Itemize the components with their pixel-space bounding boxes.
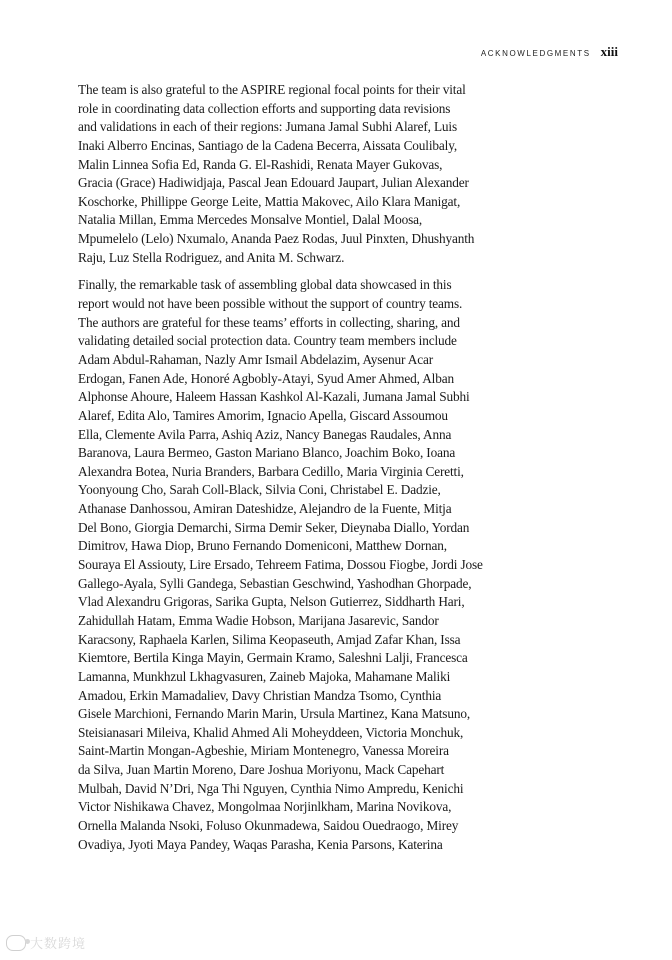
running-head [481,44,618,60]
text-line: Malin Linnea Sofia Ed, Randa G. El-Rashidi, Renata Mayer Gukovas, [78,156,443,172]
text-line: and validations in each of their regions: Jumana Jamal Subhi Alaref, Luis [78,119,457,135]
text-line: Amadou, Erkin Mamadaliev, Davy Christian Mandza Tsomo, Cynthia [78,687,442,703]
text-line: Alexandra Botea, Nuria Branders, Barbara Cedillo, Maria Virginia Ceretti, [78,463,464,479]
paragraph [78,276,490,854]
text-line: report would not have been possible without the support of country teams. [78,296,463,312]
text-line: Victor Nishikawa Chavez, Mongolmaa Norjinlkham, Marina Novikova, [78,799,452,815]
text-line: Yoonyoung Cho, Sarah Coll-Black, Silvia Coni, Christabel E. Dadzie, [78,482,441,498]
text-line: Dimitrov, Hawa Diop, Bruno Fernando Domeniconi, Matthew Dornan, [78,538,447,554]
text-line: The team is also grateful to the ASPIRE regional focal points for their vital [78,82,466,97]
text-line: Kiemtore, Bertila Kinga Mayin, Germain Kramo, Saleshni Lalji, Francesca [78,650,468,666]
text-line: Ornella Malanda Nsoki, Foluso Okunmadewa, Saidou Ouedraogo, Mirey [78,817,459,833]
text-line: Alaref, Edita Alo, Tamires Amorim, Ignacio Apella, Giscard Assoumou [78,407,448,423]
text-line: Finally, the remarkable task of assembling global data showcased in this [78,277,452,293]
text-line: da Silva, Juan Martin Moreno, Dare Joshua Moriyonu, Mack Capehart [78,762,445,778]
text-line: role in coordinating data collection efforts and supporting data revisions [78,100,451,116]
paragraph [78,81,490,267]
text-line: Erdogan, Fanen Ade, Honoré Agbobly-Atayi, Syud Amer Ahmed, Alban [78,370,454,386]
text-line: Mulbah, David N’Dri, Nga Thi Nguyen, Cynthia Nimo Ampredu, Kenichi [78,780,464,796]
paragraph-gap [78,267,490,276]
text-line: Ovadiya, Jyoti Maya Pandey, Waqas Parasha, Kenia Parsons, Katerina [78,836,443,852]
text-line: Del Bono, Giorgia Demarchi, Sirma Demir Seker, Dieynaba Diallo, Yordan [78,519,470,535]
watermark [6,933,86,952]
text-line: Saint-Martin Mongan-Agbeshie, Miriam Montenegro, Vanessa Moreira [78,743,449,759]
text-line: Natalia Millan, Emma Mercedes Monsalve Montiel, Dalal Moosa, [78,212,423,228]
text-line: Gisele Marchioni, Fernando Marin Marin, Ursula Martinez, Kana Matsuno, [78,706,470,722]
text-line: Alphonse Ahoure, Haleem Hassan Kashkol Al-Kazali, Jumana Jamal Subhi [78,389,470,405]
text-line: Lamanna, Munkhzul Lkhagvasuren, Zaineb Majoka, Mahamane Maliki [78,668,451,684]
page-number: xiii [600,44,618,59]
text-line: Gracia (Grace) Hadiwidjaja, Pascal Jean Edouard Jaupart, Julian Alexander [78,175,469,191]
text-line: validating detailed social protection data. Country team members include [78,333,457,349]
text-line: Vlad Alexandru Grigoras, Sarika Gupta, Nelson Gutierrez, Siddharth Hari, [78,594,465,610]
text-line: Raju, Luz Stella Rodriguez, and Anita M. Schwarz. [78,249,345,265]
text-line: Inaki Alberro Encinas, Santiago de la Cadena Becerra, Aissata Coulibaly, [78,137,457,153]
text-line: Steisianasari Mileiva, Khalid Ahmed Ali Moheyddeen, Victoria Monchuk, [78,724,464,740]
text-line: Zahidullah Hatam, Emma Wadie Hobson, Marijana Jasarevic, Sandor [78,612,439,628]
text-line: Koschorke, Phillippe George Leite, Mattia Makovec, Ailo Klara Manigat, [78,193,461,209]
text-line: Souraya El Assiouty, Lire Ersado, Tehreem Fatima, Dossou Fiogbe, Jordi Jose [78,557,483,573]
text-line: Adam Abdul-Rahaman, Nazly Amr Ismail Abdelazim, Aysenur Acar [78,351,433,367]
watermark-logo-icon [6,935,26,951]
running-head-section: ACKNOWLEDGMENTS [480,49,591,58]
text-line: Baranova, Laura Bermeo, Gaston Mariano Blanco, Joachim Boko, Ioana [78,445,456,461]
text-line: The authors are grateful for these teams’ efforts in collecting, sharing, and [78,314,460,330]
body-text [78,81,490,854]
text-line: Karacsony, Raphaela Karlen, Silima Keopaseuth, Amjad Zafar Khan, Issa [78,631,461,647]
text-line: Gallego-Ayala, Sylli Gandega, Sebastian Geschwind, Yashodhan Ghorpade, [78,575,472,591]
text-line: Ella, Clemente Avila Parra, Ashiq Aziz, Nancy Banegas Raudales, Anna [78,426,452,442]
watermark-text: 大数跨境 [30,937,87,952]
text-line: Athanase Danhossou, Amiran Dateshidze, Alejandro de la Fuente, Mitja [78,501,452,517]
text-line: Mpumelelo (Lelo) Nxumalo, Ananda Paez Rodas, Juul Pinxten, Dhushyanth [78,231,475,247]
